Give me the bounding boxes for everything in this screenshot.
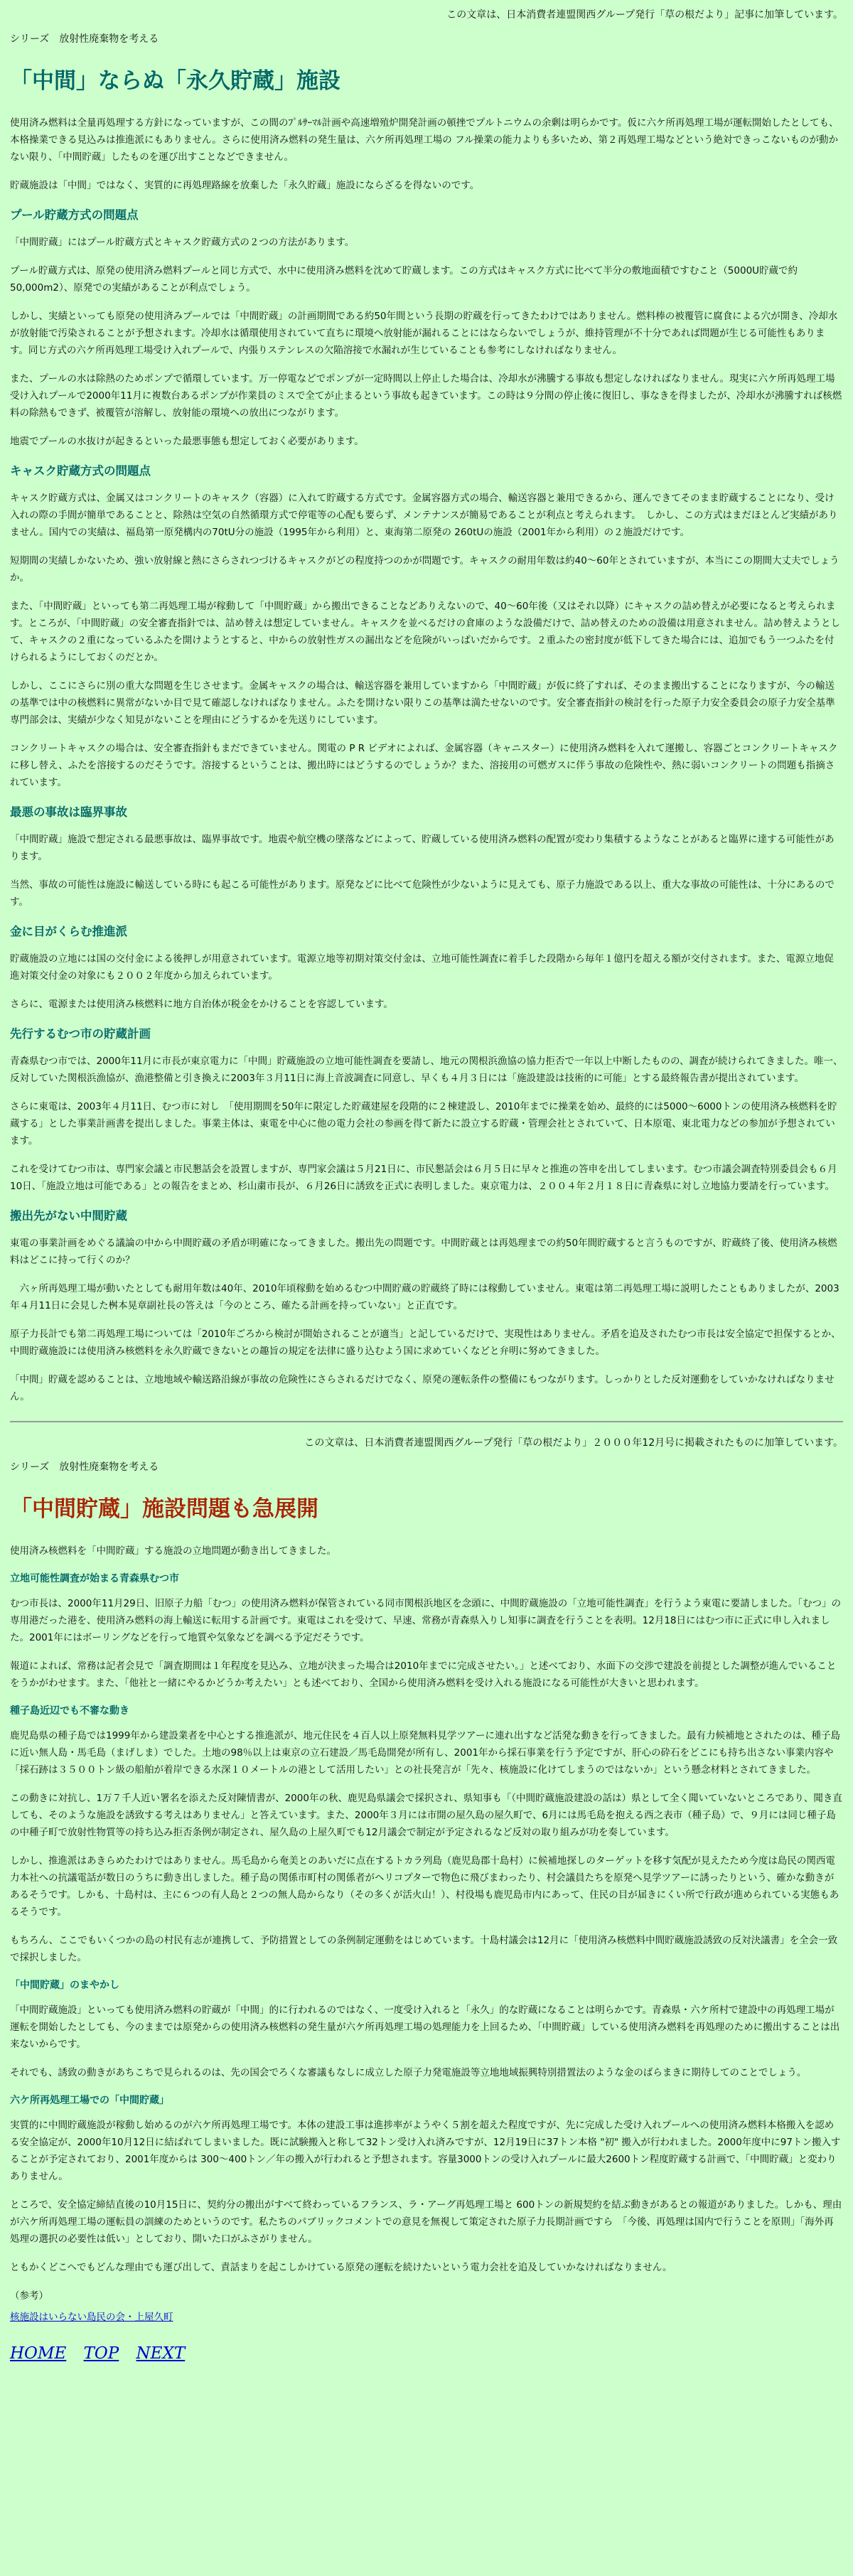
- nav-top-link[interactable]: TOP: [83, 2344, 119, 2363]
- paragraph: それでも、誘致の動きがあちこちで見られるのは、先の国会でろくな審議もなしに成立した原子力発電施設等立地地域振興特別措置法のような金のばらまきに期待してのことでしょう。: [10, 2067, 807, 2078]
- paragraph: しかし、ここにさらに別の重大な問題を生じさせます。金属キャスクの場合は、輸送容器を兼用していますから「中間貯蔵」が仮に終了すれば、そのまま搬出することになりますが、今の輸送の基準では中の核燃料に異常がないか目で見て確認しなければなりません。ふたを開けない限りこの基準は満たせないのです。安全審査指針の検討を行った原子力安全委員会の原子力安全基準専門部会は、実績が少なく知見がないことを理由にどうするかを先送りにしています。: [10, 680, 835, 726]
- paragraph: 貯蔵施設は「中間」ではなく、実質的に再処理路線を放棄した「永久貯蔵」施設にならざるを得ないのです。: [10, 180, 480, 191]
- reference-link[interactable]: 核施設はいらない島民の会・上屋久町: [10, 2312, 173, 2323]
- paragraph: 原子力長計でも第二再処理工場については「2010年ごろから検討が開始されることが適当」と記しているだけで、実現性はありません。矛盾を追及されたむつ市長は安全協定で担保するとか、中間貯蔵施設には使用済み核燃料を永久貯蔵できないとの趣旨の規定を法律に盛り込むよう国に求めていくなどと弁明に努めてきました。: [10, 1329, 841, 1357]
- section-heading: 先行するむつ市の貯蔵計画: [10, 1027, 151, 1041]
- paragraph: 使用済み核燃料を「中間貯蔵」する施設の立地問題が動き出してきました。: [10, 1545, 336, 1557]
- article-1-sections: [10, 205, 843, 1405]
- paragraph: 東電の事業計画をめぐる議論の中から中間貯蔵の矛盾が明確になってきました。搬出先の問題です。中間貯蔵とは再処理までの約50年間貯蔵すると言うものですが、貯蔵終了後、使用済み核燃料はどこに持って行くのか？: [10, 1238, 837, 1266]
- paragraph: この動きに対抗し、1万７千人近い署名を添えた反対陳情書が、2000年の秋、鹿児島県議会で採択され、県知事も「（中間貯蔵施設建設の話は）県として全く聞いていないところであり、聞き直しても、そのような施設を誘致する考えはありません」と答えています。また、2000年３月には市開の屋久島の屋久町で、6月には馬毛島を抱える西之表市（種子島）で、９月には同じ種子島の中種子町で放射性物質等の持ち込み拒否条例が制定され、屋久島の上屋久町でも12月議会で制定が予定されるなど反対の取り組みが功を奏しています。: [10, 1793, 842, 1838]
- section: [10, 922, 843, 1013]
- paragraph: また、プールの水は除熱のためポンプで循環しています。万一停電などでポンプが一定時間以上停止した場合は、冷却水が沸騰する事故も想定しなければなりません。現実に六ケ所再処理工場受け入れプールで2000年11月に複数台あるポンプが作業員のミスで全てが止まるという事故も起きています。この時は９分間の停止後に復旧し、事なきを得ましたが、冷却水が沸騰すれば核燃料の除熱もできず、被覆管が溶解し、放射能の環境への放出につながります。: [10, 373, 842, 419]
- footer-nav: [10, 2344, 843, 2363]
- section: [10, 1206, 843, 1405]
- article-1-title: 「中間」ならぬ「永久貯蔵」施設: [10, 68, 340, 94]
- article-2-sections: [10, 1571, 843, 2276]
- section-heading: 最悪の事故は臨界事故: [10, 805, 127, 819]
- section-heading: 「中間貯蔵」のまやかし: [10, 1980, 119, 1991]
- reference-label: （参考）: [10, 2290, 48, 2302]
- section: [10, 1024, 843, 1195]
- paragraph: 「中間」貯蔵を認めることは、立地地域や輸送路沿線が事故の危険性にさらされるだけでなく、原発の運転条件の整備にもつながります。しっかりとした反対運動をしていかなければなりません。: [10, 1374, 835, 1402]
- nav-home-link[interactable]: HOME: [10, 2344, 67, 2363]
- article-1-intro: [10, 114, 843, 194]
- article-1: [10, 7, 843, 1405]
- section-heading: 六ケ所再処理工場での「中間貯蔵」: [10, 2095, 169, 2106]
- paragraph: これを受けてむつ市は、専門家会議と市民懇話会を設置しますが、専門家会議は５月21日に、市民懇話会は６月５日に早々と推進の答申を出してしまいます。むつ市議会調査特別委員会も６月10日、「施設立地は可能である」との報告をまとめ、杉山粛市長が、６月26日に誘致を正式に表明しました。東京電力は、２００４年２月１８日に青森県に対し立地協力要請を行っています。: [10, 1164, 837, 1192]
- paragraph: プール貯蔵方式は、原発の使用済み燃料プールと同じ方式で、水中に使用済み燃料を沈めて貯蔵します。この方式はキャスク方式に比べて半分の敷地面積ですむこと（5000U貯蔵で約50,000m2）、原発での実績があることが利点でしょう。: [10, 265, 798, 294]
- section: [10, 1977, 843, 2081]
- paragraph: 鹿児島県の種子島では1999年から建設業者を中心とする推進派が、地元住民を４百人以上原発無料見学ツアーに連れ出すなど活発な動きを行ってきました。最有力候補地とされたのは、種子島に近い無人島・馬毛島（まげしま）でした。土地の98％以上は東京の立石建設／馬毛島開発が所有し、2001年から採石事業を行う予定ですが、肝心の砕石をどこにも持ち出さない事業内容や 「採石跡は３５００トン級の船舶が着岸できる水深１０メートルの港として活用したい」との社長発言が「先々、核施設に化けてしまうのではないか」という懸念材料とされてきました。: [10, 1730, 844, 1776]
- paragraph: 報道によれば、常務は記者会見で「調査期間は１年程度を見込み、立地が決まった場合は2010年までに完成させたい。」と述べており、水面下の交渉で建設を前提とした調整が進んでいることをうかがわせます。また、「他社と一緒にやるかどうか考えたい」とも述べており、全国から使用済み燃料を受け入れる施設になる可能性が大きいと思われます。: [10, 1660, 837, 1689]
- section-heading: 種子島近辺でも不審な動き: [10, 1705, 129, 1717]
- paragraph: 六ヶ所再処理工場が動いたとしても耐用年数は40年、2010年頃稼動を始めるむつ中間貯蔵の貯蔵終了時には稼動していません。東電は第二再処理工場に説明したこともありましたが、2003年４月11日に会見した桝本晃章副社長の答えは「今のところ、確たる計画を持っていない」と正直です。: [10, 1283, 839, 1311]
- paragraph: むつ市長は、2000年11月29日、旧原子力船「むつ」の使用済み燃料が保管されている同市関根浜地区を念頭に、中間貯蔵施設の「立地可能性調査」を行うよう東電に要請しました。「むつ」の専用港だった港を、使用済み燃料の海上輸送に転用する計画です。東電はこれを受けて、早速、常務が青森県入りし知事に調査を行うことを表明。12月18日にはむつ市に正式に申し入れました。2001年にはボーリングなどを行って地質や気象などを調べる予定だそうです。: [10, 1598, 841, 1643]
- paragraph: 「中間貯蔵」にはプール貯蔵方式とキャスク貯蔵方式の２つの方法があります。: [10, 237, 355, 248]
- paragraph: ところで、安全協定締結直後の10月15日に、契約分の搬出がすべて終わっているフランス、ラ・アーグ再処理工場と 600トンの新規契約を結ぶ動きがあるとの報道がありました。しかも、理由が六ケ所再処理工場の運転員の訓練のためというのです。私たちのパブリックコメントでの意見を無視して策定された原子力長期計画ですら 「今後、再処理は国内で行うことを原則」「海外再処理の選択の必要性は低い」としており、開いた口がふさがりません。: [10, 2199, 842, 2245]
- article-2-series: シリーズ 放射性廃棄物を考える: [10, 1461, 159, 1473]
- paragraph: 地震でプールの水抜けが起きるといった最悪事態も想定しておく必要があります。: [10, 436, 364, 447]
- section-heading: プール貯蔵方式の問題点: [10, 208, 139, 222]
- paragraph: コンクリートキャスクの場合は、安全審査指針もまだできていません。関電の P R ビデオによれば、金属容器（キャニスター）に使用済み燃料を入れて運搬し、容器ごとコンクリートキャスクに移し替え、ふたを溶接するのだそうです。溶接するということは、搬出時にはどうするのでしょうか？また、溶接用の可燃ガスに伴う事故の危険性や、熱に弱いコンクリートの問題も指摘されています。: [10, 743, 838, 788]
- section: [10, 461, 843, 791]
- paragraph: 短期間の実績しかないため、強い放射線と熱にさらされつづけるキャスクがどの程度持つのかが問題です。キャスクの耐用年数は約40〜60年とされていますが、本当にこの期間大丈夫でしょうか。: [10, 555, 839, 584]
- section: [10, 803, 843, 911]
- article-divider: [10, 1421, 843, 1422]
- paragraph: さらに、電源または使用済み核燃料に地方自治体が税金をかけることを容認しています。: [10, 999, 393, 1010]
- paragraph: キャスク貯蔵方式は、金属又はコンクリートのキャスク（容器）に入れて貯蔵する方式です。金属容器方式の場合、輸送容器と兼用できるから、運んできてそのまま貯蔵することになり、受け入れの際の手間が簡単であることと、除熱は空気の自然循環方式で停電等の心配も要らず、メンテナンスが簡易であることが利点と考えられます。 しかし、この方式はまだほとんど実績がありません。国内での実績は、福島第一原発構内の70tU分の施設（1995年から利用）と、東海第二原発の 260tUの施設（2001年から利用）の２施設だけです。: [10, 493, 838, 538]
- paragraph: 「中間貯蔵」施設で想定される最悪事故は、臨界事故です。地震や航空機の墜落などによって、貯蔵している使用済み燃料の配置が変わり集積するようなことがあると臨界に達する可能性があります。: [10, 834, 835, 862]
- paragraph: 「中間貯蔵施設」といっても使用済み燃料の貯蔵が「中間」的に行われるのではなく、一度受け入れると「永久」的な貯蔵になることは明らかです。青森県・六ケ所村で建設中の再処理工場が運転を開始したとしても、今のままでは原発からの使用済み核燃料の発生量が六ケ所再処理工場の処理能力を上回るため、「中間貯蔵」している使用済み燃料を再処理のために搬出することは出来ないからです。: [10, 2005, 840, 2050]
- paragraph: 青森県むつ市では、2000年11月に市長が東京電力に「中間」貯蔵施設の立地可能性調査を要請し、地元の関根浜漁協の協力拒否で一年以上中断したものの、調査が続けられてきました。唯一、反対していた関根浜漁協が、漁港整備と引き換えに2003年３月11日に海上音波調査に同意し、早くも４月３日には「施設建設は技術的に可能」とする最終報告書が提出されています。: [10, 1056, 843, 1084]
- article-2-intro: [10, 1542, 843, 1560]
- article-1-series: シリーズ 放射性廃棄物を考える: [10, 33, 159, 45]
- paragraph: もちろん、ここでもいくつかの島の村民有志が連携して、予防措置としての条例制定運動をはじめています。十島村議会は12月に「使用済み核燃料中間貯蔵施設誘致の反対決議書」を全会一致で採択しました。: [10, 1935, 838, 1963]
- section: [10, 1571, 843, 1692]
- paragraph: 実質的に中間貯蔵施設が稼動し始めるのが六ケ所再処理工場です。本体の建設工事は進捗率がようやく５割を超えた程度ですが、先に完成した受け入れプールへの使用済み燃料本格搬入を認める安全協定が、2000年10月12日に結ばれてしまいました。既に試験搬入と称して32トン受け入れ済みですが、12月19日に37トン本格 "初" 搬入が行われました。2000年度中に97トン搬入することが予定されており、2001年度からは 300〜400トン／年の搬入が行われると予想されます。容量3000トンの受け入れプールに最大2600トン程度貯蔵する計画で、「中間貯蔵」と変わりありません。: [10, 2120, 841, 2182]
- paragraph: 貯蔵施設の立地には国の交付金による後押しが用意されています。電源立地等初期対策交付金は、立地可能性調査に着手した段階から毎年１億円を超える額が交付されます。また、電源立地促進対策交付金の対象にも２００２年度から加えられています。: [10, 953, 834, 982]
- paragraph: 使用済み燃料は全量再処理する方針になっていますが、この間のﾌﾟﾙｻｰﾏﾙ計画や高速増殖炉開発計画の頓挫でプルトニウムの余剰は明らかです。仮に六ケ所再処理工場が運転開始したとしても、本格操業できる見込みは推進派にもありません。さらに使用済み燃料の発生量は、六ケ所再処理工場の フル操業の能力よりも多いため、第２再処理工場などという絶対できっこないものが動かない限り、「中間貯蔵」したものを運び出すことなどできません。: [10, 117, 839, 163]
- paragraph: ともかくどこへでもどんな理由でも運び出して、責話まりを起こしかけている原発の運転を続けたいという電力会社を追及していかなければなりません。: [10, 2262, 672, 2273]
- section: [10, 2093, 843, 2276]
- section: [10, 205, 843, 450]
- section-heading: 搬出先がない中間貯蔵: [10, 1209, 127, 1223]
- article-2: [10, 1435, 843, 2323]
- article-2-note: この文章は、日本消費者連盟関西グループ発行「草の根だより」２０００年12月号に掲載されたものに加筆しています。: [304, 1437, 843, 1449]
- section: [10, 1703, 843, 1966]
- section-heading: 立地可能性調査が始まる青森県むつ市: [10, 1573, 179, 1584]
- article-2-title: 「中間貯蔵」施設問題も急展開: [10, 1496, 318, 1522]
- paragraph: また、「中間貯蔵」といっても第二再処理工場が稼動して「中間貯蔵」から搬出できることなどありえないので、40〜60年後（又はそれ以降）にキャスクの詰め替えが必要になると考えられます。ところが、「中間貯蔵」の安全審査指針では、詰め替えは想定していません。キャスクを並べるだけの倉庫のような設備だけで、詰め替えのための設備は用意されません。詰め替えようとして、キャスクの２重になっているふたを開けようとすると、中からの放射性ガスの漏出などを危険がいっぱいだからです。２重ふたの密封度が低下してきた場合には、追加でもう一つふたを付けられるようにしておくのだとか。: [10, 601, 841, 663]
- paragraph: しかし、推進派はあきらめたわけではありません。馬毛島から奄美とのあいだに点在するトカラ列島（鹿児島郡十島村）に候補地探しのターゲットを移す気配が見えたため今度は島民の関西電力本社への抗議電話が数日のうちに動き出しました。種子島の関係市町村の関係者がヘリコプターで物色に飛びまわったり、村会議員たちを原発へ見学ツアーに誘ったりという、確かな動きがあるそうです。しかも、十島村は、主に６つの有人島と２つの無人島からなり（その多くが活火山！）、村役場も鹿児島市内にあって、住民の目が届きにくい所で行政が進められている実態もあるそうです。: [10, 1855, 839, 1918]
- paragraph: しかし、実績といっても原発の使用済みプールでは「中間貯蔵」の計画期間である約50年間という長期の貯蔵を行ってきたわけではありません。燃料棒の被覆管に腐食による穴が開き、冷却水が放射能で汚染されることが予想されます。冷却水は循環使用されていて直ちに環境へ放射能が漏れることにはならないでしょうが、維持管理が不十分であれば問題が生じる可能性もあります。同じ方式の六ケ所再処理工場受け入れプールで、内張りステンレスの欠陥溶接で水漏れが生じていることも参考にしなければなりません。: [10, 311, 838, 356]
- paragraph: 当然、事故の可能性は施設に輸送している時にも起こる可能性があります。原発などに比べて危険性が少ないように見えても、原子力施設である以上、重大な事故の可能性は、十分にあるのです。: [10, 879, 835, 908]
- article-1-note: この文章は、日本消費者連盟関西グループ発行「草の根だより」記事に加筆しています。: [446, 9, 843, 21]
- paragraph: さらに東電は、2003年４月11日、むつ市に対し 「使用期間を50年に限定した貯蔵建屋を段階的に２棟建設し、2010年までに操業を始め、最終的には5000〜6000トンの使用済み核燃料を貯蔵する」とした事業計画書を提出しました。事業主体は、東電を中心に他の電力会社の参画を得て新たに設立する貯蔵・管理会社とされていて、日本原電、東北電力などの参加が予想されています。: [10, 1101, 837, 1147]
- section-heading: 金に目がくらむ推進派: [10, 925, 127, 938]
- nav-next-link[interactable]: NEXT: [136, 2344, 186, 2363]
- section-heading: キャスク貯蔵方式の問題点: [10, 464, 151, 478]
